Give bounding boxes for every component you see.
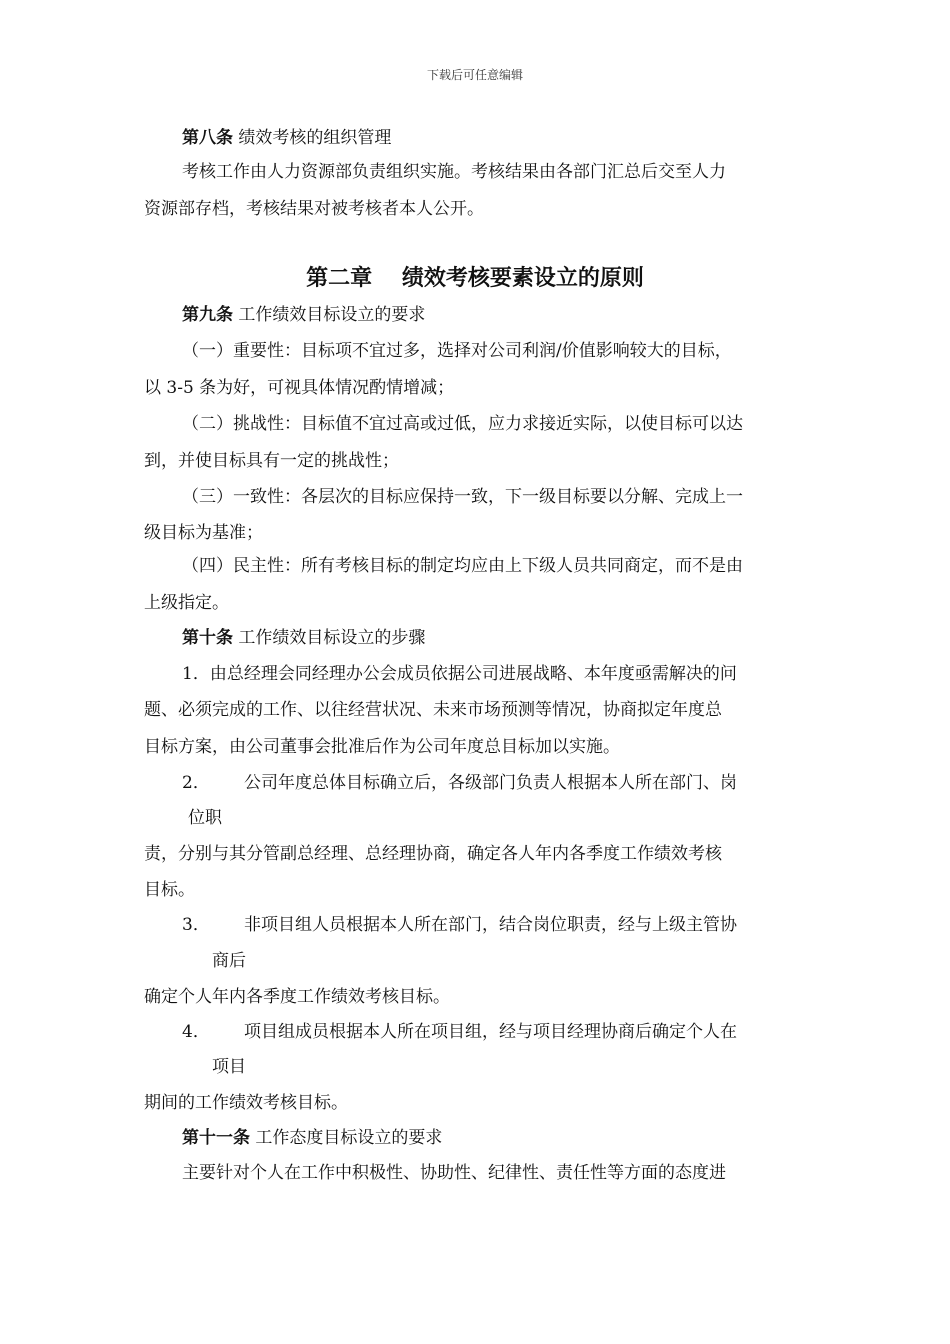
article-10-title: 工作绩效目标设立的步骤 [238, 628, 426, 648]
article-10-heading [182, 628, 425, 648]
article-8-heading [182, 128, 391, 148]
article-9-item-line: （三）一致性：各层次的目标应保持一致，下一级目标要以分解、完成上一 [182, 487, 743, 507]
article-9-heading [182, 305, 425, 325]
article-10-step-line: 公司年度总体目标确立后，各级部门负责人根据本人所在部门、岗 [244, 773, 737, 793]
article-9-item-line: （二）挑战性：目标值不宜过高或过低，应力求接近实际，以使目标可以达 [182, 414, 743, 434]
article-10-step-line: 目标。 [144, 880, 195, 900]
chapter-2-title: 第二章 绩效考核要素设立的原则 [306, 265, 644, 291]
article-10-step-number: 4． [182, 1022, 210, 1042]
page-header-note: 下载后可任意编辑 [426, 68, 523, 82]
article-8-title: 绩效考核的组织管理 [238, 128, 392, 148]
article-9-item-line: （四）民主性：所有考核目标的制定均应由上下级人员共同商定，而不是由 [182, 556, 743, 576]
article-10-step-line: 项目 [212, 1057, 246, 1077]
article-8-label: 第八条 [182, 128, 233, 148]
article-11-text-line: 主要针对个人在工作中积极性、协助性、纪律性、责任性等方面的态度进 [182, 1163, 726, 1183]
article-10-step-line: 位职 [188, 808, 222, 828]
article-10-step-line: 商后 [212, 951, 246, 971]
article-9-item-line: （一）重要性：目标项不宜过多，选择对公司利润/价值影响较大的目标， [182, 341, 732, 361]
article-10-step-line: 确定个人年内各季度工作绩效考核目标。 [144, 987, 450, 1007]
article-10-step-line: 项目组成员根据本人所在项目组，经与项目经理协商后确定个人在 [244, 1022, 737, 1042]
article-8-text-line: 资源部存档，考核结果对被考核者本人公开。 [144, 199, 484, 219]
article-9-item-line: 上级指定。 [144, 593, 229, 613]
article-9-title: 工作绩效目标设立的要求 [238, 305, 426, 325]
article-11-heading [182, 1128, 442, 1148]
article-9-item-line: 级目标为基准； [144, 523, 263, 543]
article-10-step-line: 期间的工作绩效考核目标。 [144, 1093, 348, 1113]
article-9-item-line: 以 3-5 条为好，可视具体情况酌情增减； [144, 378, 455, 398]
article-10-step-number: 3． [182, 915, 210, 935]
article-10-label: 第十条 [182, 628, 233, 648]
article-9-item-line: 到，并使目标具有一定的挑战性； [144, 451, 399, 471]
article-10-step-line: 题、必须完成的工作、以往经营状况、未来市场预测等情况，协商拟定年度总 [144, 700, 722, 720]
article-10-step-line: 目标方案，由公司董事会批准后作为公司年度总目标加以实施。 [144, 737, 620, 757]
article-9-label: 第九条 [182, 305, 233, 325]
article-10-step-line: 非项目组人员根据本人所在部门，结合岗位职责，经与上级主管协 [244, 915, 737, 935]
article-8-text-line: 考核工作由人力资源部负责组织实施。考核结果由各部门汇总后交至人力 [182, 162, 726, 182]
article-11-label: 第十一条 [182, 1128, 250, 1148]
article-10-step-line: 1．由总经理会同经理办公会成员依据公司进展战略、本年度亟需解决的问 [182, 664, 737, 684]
article-11-title: 工作态度目标设立的要求 [255, 1128, 443, 1148]
article-10-step-line: 责，分别与其分管副总经理、总经理协商，确定各人年内各季度工作绩效考核 [144, 844, 722, 864]
article-10-step-number: 2． [182, 773, 210, 793]
